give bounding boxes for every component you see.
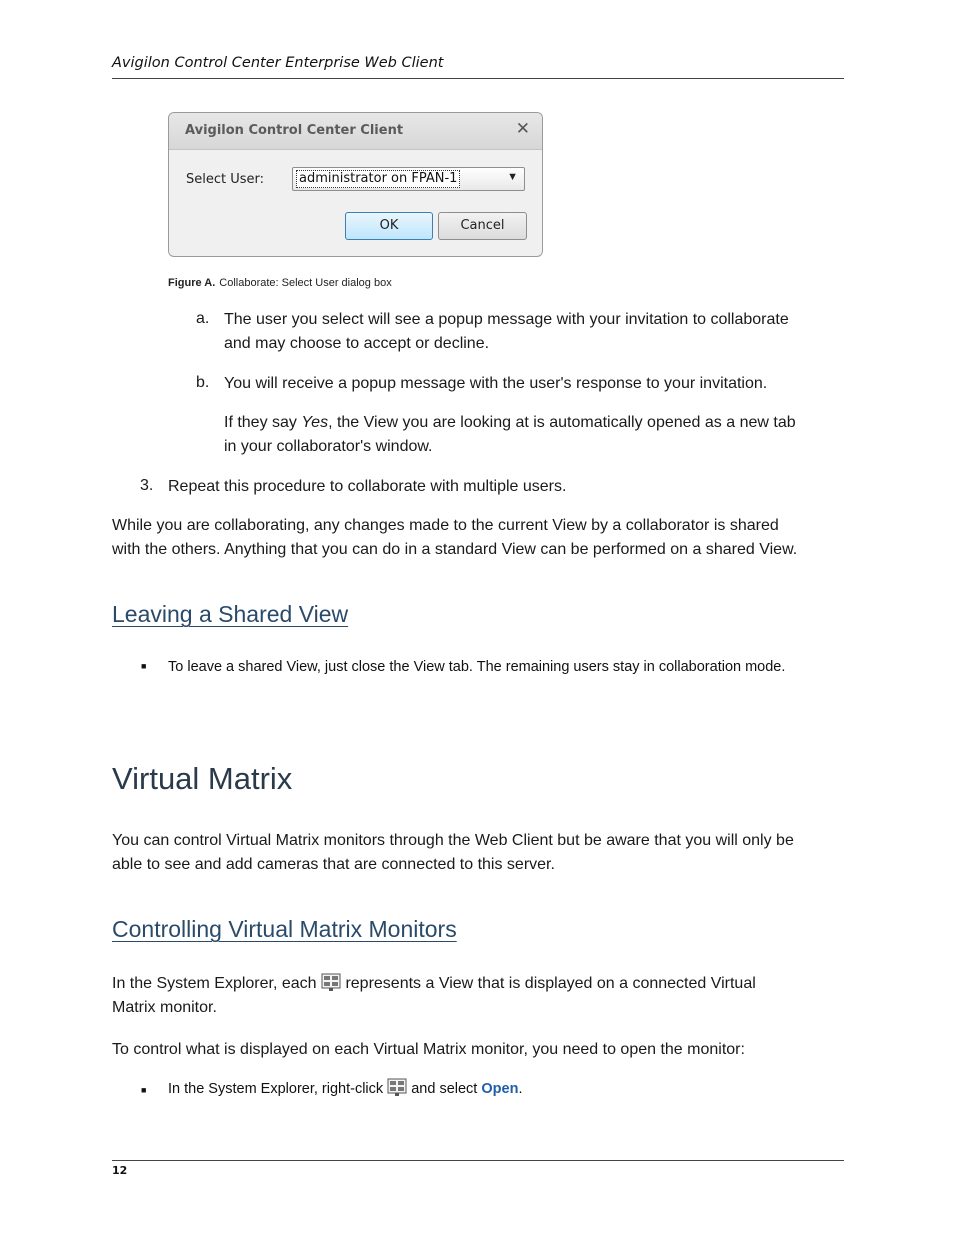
virtual-matrix-line-1: You can control Virtual Matrix monitors through the Web Client but be aware that you will only be	[112, 832, 794, 849]
select-user-value: administrator on FPAN-1	[296, 170, 460, 188]
step-a-marker: a.	[196, 310, 210, 327]
leaving-shared-view-heading: Leaving a Shared View	[112, 601, 349, 627]
step-b-note-line-2: in your collaborator's window.	[224, 438, 433, 455]
controlling-p1-line-1	[112, 972, 756, 996]
step-a-line-1: The user you select will see a popup message with your invitation to collaborate	[224, 311, 789, 328]
cancel-button[interactable]: Cancel	[438, 212, 527, 240]
step-b-text: You will receive a popup message with the user's response to your invitation.	[224, 375, 768, 392]
virtual-matrix-heading: Virtual Matrix	[112, 761, 293, 796]
collaboration-paragraph	[112, 514, 797, 562]
virtual-matrix-monitor-icon	[387, 1078, 407, 1098]
step-b-marker: b.	[196, 374, 210, 391]
step-3-text: Repeat this procedure to collaborate with multiple users.	[168, 478, 567, 495]
select-user-label: Select User:	[186, 172, 265, 187]
controlling-monitors-heading: Controlling Virtual Matrix Monitors	[112, 916, 457, 942]
select-user-dialog	[168, 112, 543, 257]
figure-label: Figure A.	[168, 277, 216, 289]
open-monitor-bullet	[168, 1078, 522, 1099]
controlling-p1-pre: In the System Explorer, each	[112, 975, 317, 992]
virtual-matrix-line-2: able to see and add cameras that are connected to this server.	[112, 856, 555, 873]
virtual-matrix-paragraph	[112, 829, 794, 877]
open-command: Open	[481, 1081, 519, 1097]
controlling-p1-line-2: Matrix monitor.	[112, 999, 217, 1016]
bullet-icon: ■	[141, 661, 147, 671]
figure-caption	[168, 277, 392, 289]
collaboration-line-2: with the others. Anything that you can do in a standard View can be performed on a shared View.	[112, 541, 798, 558]
step-a-line-2: and may choose to accept or decline.	[224, 335, 490, 352]
note-pre: If they say	[224, 414, 302, 431]
dialog-titlebar	[169, 113, 542, 150]
step-b-note-line-1	[224, 411, 796, 435]
figure-caption-text: Collaborate: Select User dialog box	[219, 277, 392, 289]
dropdown-arrow-icon[interactable]: ▼	[507, 171, 518, 183]
controlling-p1-post: represents a View that is displayed on a connected Virtual	[345, 975, 756, 992]
bullet-icon: ■	[141, 1085, 147, 1095]
step-b-note	[224, 411, 796, 459]
running-header: Avigilon Control Center Enterprise Web Client	[112, 55, 444, 71]
collaboration-line-1: While you are collaborating, any changes made to the current View by a collaborator is shared	[112, 517, 779, 534]
ok-button[interactable]: OK	[345, 212, 433, 240]
dialog-title: Avigilon Control Center Client	[185, 123, 404, 138]
virtual-matrix-monitor-icon	[321, 973, 341, 993]
note-yes: Yes	[301, 414, 329, 431]
header-rule	[112, 78, 844, 79]
leaving-bullet-text: To leave a shared View, just close the View tab. The remaining users stay in collaboration mode.	[168, 659, 786, 675]
bullet-mid: and select	[411, 1081, 478, 1097]
step-a-text	[224, 308, 789, 356]
controlling-paragraph-2: To control what is displayed on each Virtual Matrix monitor, you need to open the monitor:	[112, 1041, 745, 1058]
select-user-dropdown[interactable]	[292, 167, 525, 191]
step-3-marker: 3.	[140, 477, 154, 494]
controlling-paragraph-1	[112, 972, 756, 1020]
page-number: 12	[112, 1164, 128, 1177]
close-icon[interactable]: ✕	[515, 119, 530, 139]
bullet-end: .	[518, 1081, 523, 1097]
footer-rule	[112, 1160, 844, 1161]
bullet-pre: In the System Explorer, right-click	[168, 1081, 384, 1097]
note-post: , the View you are looking at is automatically opened as a new tab	[328, 414, 796, 431]
